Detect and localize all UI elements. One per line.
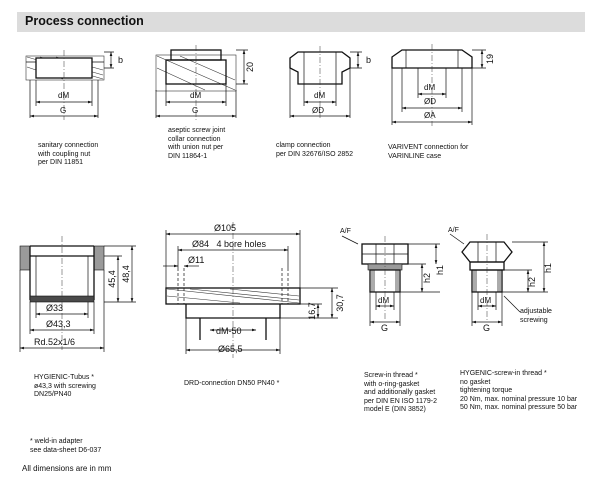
dim-g: G xyxy=(192,106,199,115)
dim-h1: h1 xyxy=(543,262,553,274)
dim-od: ØD xyxy=(312,106,324,115)
dimensions-note: All dimensions are in mm xyxy=(22,464,112,473)
dim-h2: h2 xyxy=(422,272,432,284)
drawing-hygienic-tubus xyxy=(20,236,136,352)
dim-b: b xyxy=(118,55,124,65)
caption-clamp: clamp connection per DIN 32676/ISO 2852 xyxy=(276,142,354,158)
dim-g: G xyxy=(60,106,67,115)
dim-dm-50: dM-50 xyxy=(216,326,242,336)
dim-o11: Ø11 xyxy=(188,255,205,265)
dim-48-4: 48,4 xyxy=(121,265,131,283)
adjustable-screwing-note: adjustable screwing xyxy=(520,308,552,324)
caption-hygienic-tubus: HYGIENIC-Tubus * ø43,3 with screwing DN25/PN40 xyxy=(34,374,96,398)
dim-dm: dM xyxy=(314,91,326,100)
caption-drd: DRD-connection DN50 PN40 * xyxy=(184,380,280,387)
drawing-screw-in-thread xyxy=(340,228,445,333)
dim-19: 19 xyxy=(485,53,495,65)
dim-o65-5: Ø65,5 xyxy=(218,344,243,354)
dim-rd52: Rd.52x1/6 xyxy=(34,337,76,347)
drawing-drd-connection xyxy=(163,222,345,358)
dim-oa: ØA xyxy=(424,111,436,120)
dim-h1: h1 xyxy=(435,264,445,276)
dim-b: b xyxy=(366,55,372,65)
dim-g: G xyxy=(483,323,491,333)
dim-dm: dM xyxy=(480,296,492,305)
dim-dm: dM xyxy=(58,91,70,100)
dim-af: A/F xyxy=(340,228,351,235)
dim-dm: dM xyxy=(378,296,390,305)
caption-varivent: VARIVENT connection for VARINLINE case xyxy=(388,144,469,160)
drawing-aseptic-screw-joint xyxy=(156,45,255,120)
dim-o84-bore-holes: Ø84 4 bore holes xyxy=(192,239,267,249)
dim-20: 20 xyxy=(245,61,255,73)
dim-dm: dM xyxy=(424,83,436,92)
drawing-clamp-connection xyxy=(290,46,371,120)
section-title: Process connection xyxy=(25,14,144,28)
caption-sanitary: sanitary connection with coupling nut per DIN 11851 xyxy=(38,142,99,166)
caption-aseptic: aseptic screw joint collar connection with union nut per DIN 11864-1 xyxy=(168,127,226,160)
dim-16-7: 16,7 xyxy=(307,302,317,320)
dim-o43-3: Ø43,3 xyxy=(46,319,71,329)
dim-45-4: 45,4 xyxy=(107,270,117,288)
dim-af: A/F xyxy=(448,227,459,234)
drawing-varivent-connection xyxy=(392,44,495,126)
dim-od: ØD xyxy=(424,97,436,106)
dim-o33: Ø33 xyxy=(46,303,64,313)
caption-hygienic-screw-in: HYGENIC-screw-in thread * no gasket tightening torque 20 Nm, max. nominal pressure 10 bar 50 Nm, max. nominal pressure 50 bar xyxy=(460,370,578,411)
dim-h2: h2 xyxy=(527,276,537,288)
caption-screw-in: Screw-in thread * with o-ring-gasket and additionally gasket per DIN EN ISO 1179-2 model E (DIN 3852) xyxy=(364,372,438,413)
drawing-sanitary-connection xyxy=(26,50,123,120)
dim-o105: Ø105 xyxy=(214,223,237,233)
dim-30-7: 30,7 xyxy=(335,294,345,312)
dim-dm: dM xyxy=(190,91,202,100)
footnote-weld-in: * weld-in adapter see data-sheet D6-037 xyxy=(30,438,102,454)
dim-g: G xyxy=(381,323,389,333)
